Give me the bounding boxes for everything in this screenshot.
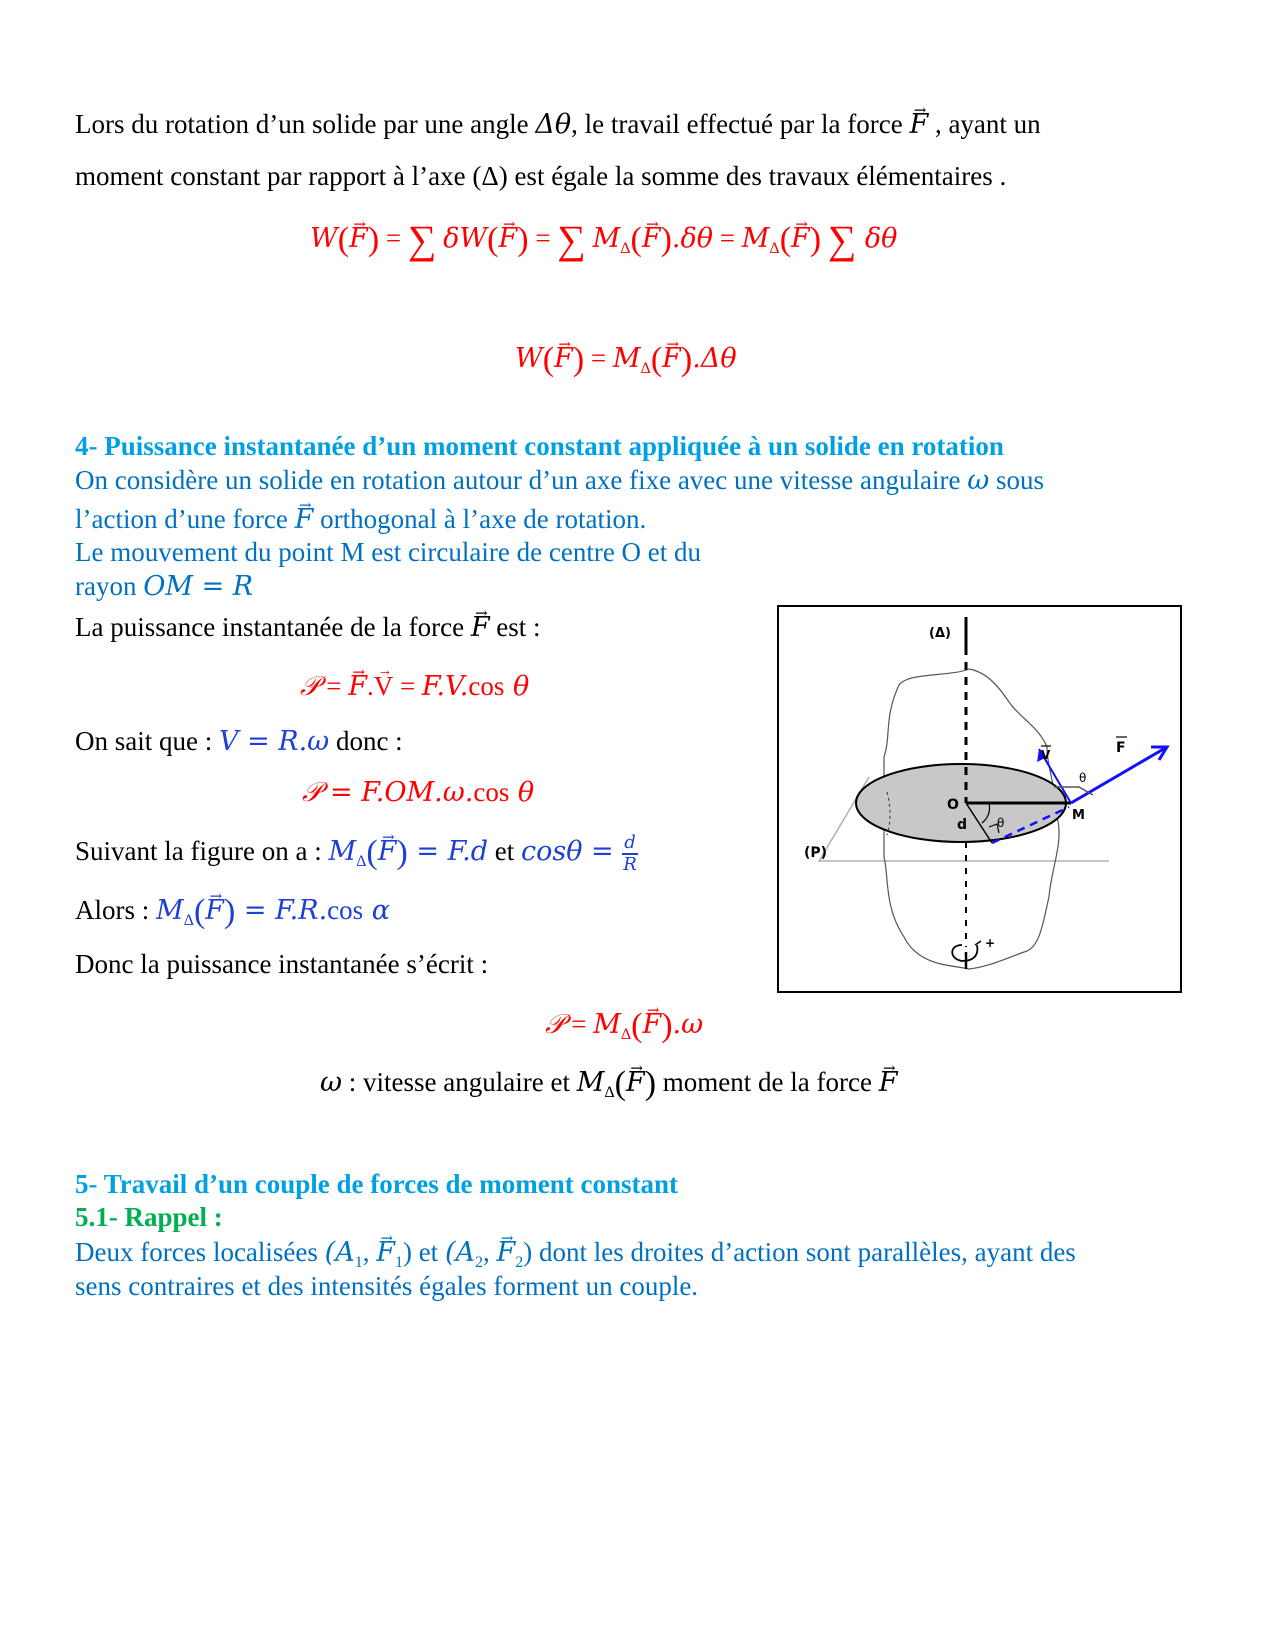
on-sait-line: On sait que : V = R.ω donc : (75, 726, 403, 757)
intro-line-2: moment constant par rapport à l’axe (Δ) est égale la somme des travaux élémentaires . (75, 161, 1007, 191)
rotation-sign: + (985, 936, 996, 950)
donc-line: Donc la puissance instantanée s’écrit : (75, 949, 489, 979)
section-4-heading: 4- Puissance instantanée d’un moment constant appliquée à un solide en rotation (75, 431, 1004, 461)
axis-label: (Δ) (929, 626, 951, 641)
point-M-label: M (1072, 808, 1085, 823)
alors-line: Alors : $M_\Delta(\to F) = F.R.\cos$ α (75, 894, 390, 937)
d-label: d (957, 817, 968, 833)
plane-label: (P) (804, 845, 828, 861)
rotating-solid-figure (777, 605, 1182, 993)
d-over-R-fraction: $\frac{d}{R}$ (623, 832, 637, 875)
force-vector-F: → F (909, 109, 928, 141)
theta-inner-label: θ (997, 816, 1005, 830)
power-equation-2: 𝒫 = F.OM.ω.cos θ (302, 777, 535, 808)
section-4-p5: La puissance instantanée de la force → F est : (75, 611, 541, 644)
theta-outer-label: θ (1079, 771, 1087, 785)
suivant-line: Suivant la figure on a : $M_\Delta(\to F) = F.d$ et cosθ = $\frac{d}{R}$ (75, 833, 638, 878)
intro-line-1: Lors du rotation d’un solide par une angle Δθ, le travail effectué par la force → F , ayant un (75, 108, 1041, 141)
section-5-p2: sens contraires et des intensités égales forment un couple. (75, 1271, 699, 1301)
power-equation-1: 𝒫 = → F.→ V = F.V.cos θ (300, 670, 529, 703)
section-5-heading: 5- Travail d’un couple de forces de moment constant (75, 1169, 678, 1199)
section-4-p3: Le mouvement du point M est circulaire de centre O et du (75, 537, 702, 567)
sum-symbol: ∑ (407, 217, 437, 262)
section-5-1-heading: 5.1- Rappel : (75, 1202, 223, 1232)
power-equation-3: 𝒫 = $M_\Delta(\to F).\omega$ (545, 1008, 703, 1051)
figure-drawing (779, 607, 1180, 991)
center-label: O (947, 797, 959, 813)
velocity-label: V (1041, 748, 1051, 762)
section-5-p1: Deux forces localisées ($A_1$, → $F_1$) et ($A_2$, → $F_2$) dont les droites d’action sont parallèles, ayant des (75, 1236, 1076, 1279)
force-label: F (1116, 740, 1126, 756)
work-sum-equation: W(→ F) = ∑ δW(→ F) = ∑ $M_\Delta(\to F).\delta\theta = M_\Delta(\to F)$ ∑ δθ (310, 222, 897, 265)
section-4-p4: rayon OM = R (75, 571, 254, 602)
delta-theta-math: Δθ (535, 109, 572, 140)
work-final-equation: $W(\to F) = M_\Delta(\to F).\Delta\theta$ (515, 342, 737, 385)
legend-line: ω : vitesse angulaire et $M_\Delta(\to F)$ moment de la force → F (320, 1066, 897, 1109)
section-4-p2: l’action d’une force → F orthogonal à l’axe de rotation. (75, 503, 646, 536)
section-4-p1: On considère un solide en rotation autour d’un axe fixe avec une vitesse angulaire ω sous (75, 465, 1044, 496)
